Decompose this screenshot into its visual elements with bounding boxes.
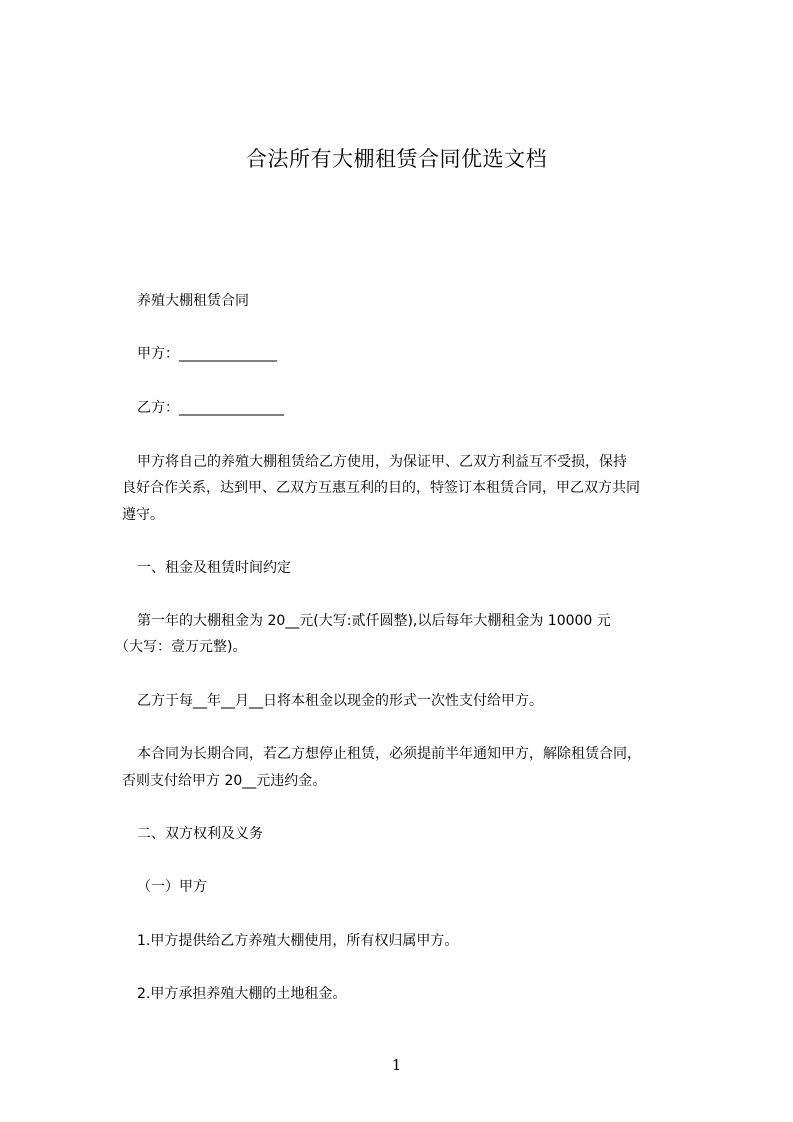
party-a-subheading: （一）甲方 <box>137 879 207 895</box>
party-b-line: 乙方：_______________ <box>137 400 284 416</box>
intro-line-2: 良好合作关系，达到甲、乙双方互惠互利的目的，特签订本租赁合同，甲乙双方共同 <box>122 480 640 496</box>
contract-heading: 养殖大棚租赁合同 <box>137 293 249 309</box>
party-a-line: 甲方：______________ <box>137 346 277 362</box>
payment-line: 乙方于每__年__月__日将本租金以现金的形式一次性支付给甲方。 <box>137 693 543 709</box>
intro-line-3: 遵守。 <box>122 507 164 523</box>
section-two-heading: 二、双方权利及义务 <box>137 826 263 842</box>
intro-line-1: 甲方将自己的养殖大棚租赁给乙方使用，为保证甲、乙双方利益互不受损，保持 <box>137 454 627 470</box>
document-title: 合法所有大棚租赁合同优选文档 <box>246 147 547 171</box>
term-line-1: 本合同为长期合同，若乙方想停止租赁，必须提前半年通知甲方，解除租赁合同， <box>137 746 641 762</box>
section-one-heading: 一、租金及租赁时间约定 <box>137 560 291 576</box>
term-line-2: 否则支付给甲方 20__元违约金。 <box>122 773 327 789</box>
rent-line-2: （大写：壹万元整)。 <box>115 639 247 655</box>
page-number: 1 <box>391 1056 402 1074</box>
clause-1: 1.甲方提供给乙方养殖大棚使用，所有权归属甲方。 <box>137 933 459 949</box>
rent-line-1: 第一年的大棚租金为 20__元(大写:贰仟圆整),以后每年大棚租金为 10000 元 <box>137 613 611 629</box>
clause-2: 2.甲方承担养殖大棚的土地租金。 <box>137 986 347 1002</box>
